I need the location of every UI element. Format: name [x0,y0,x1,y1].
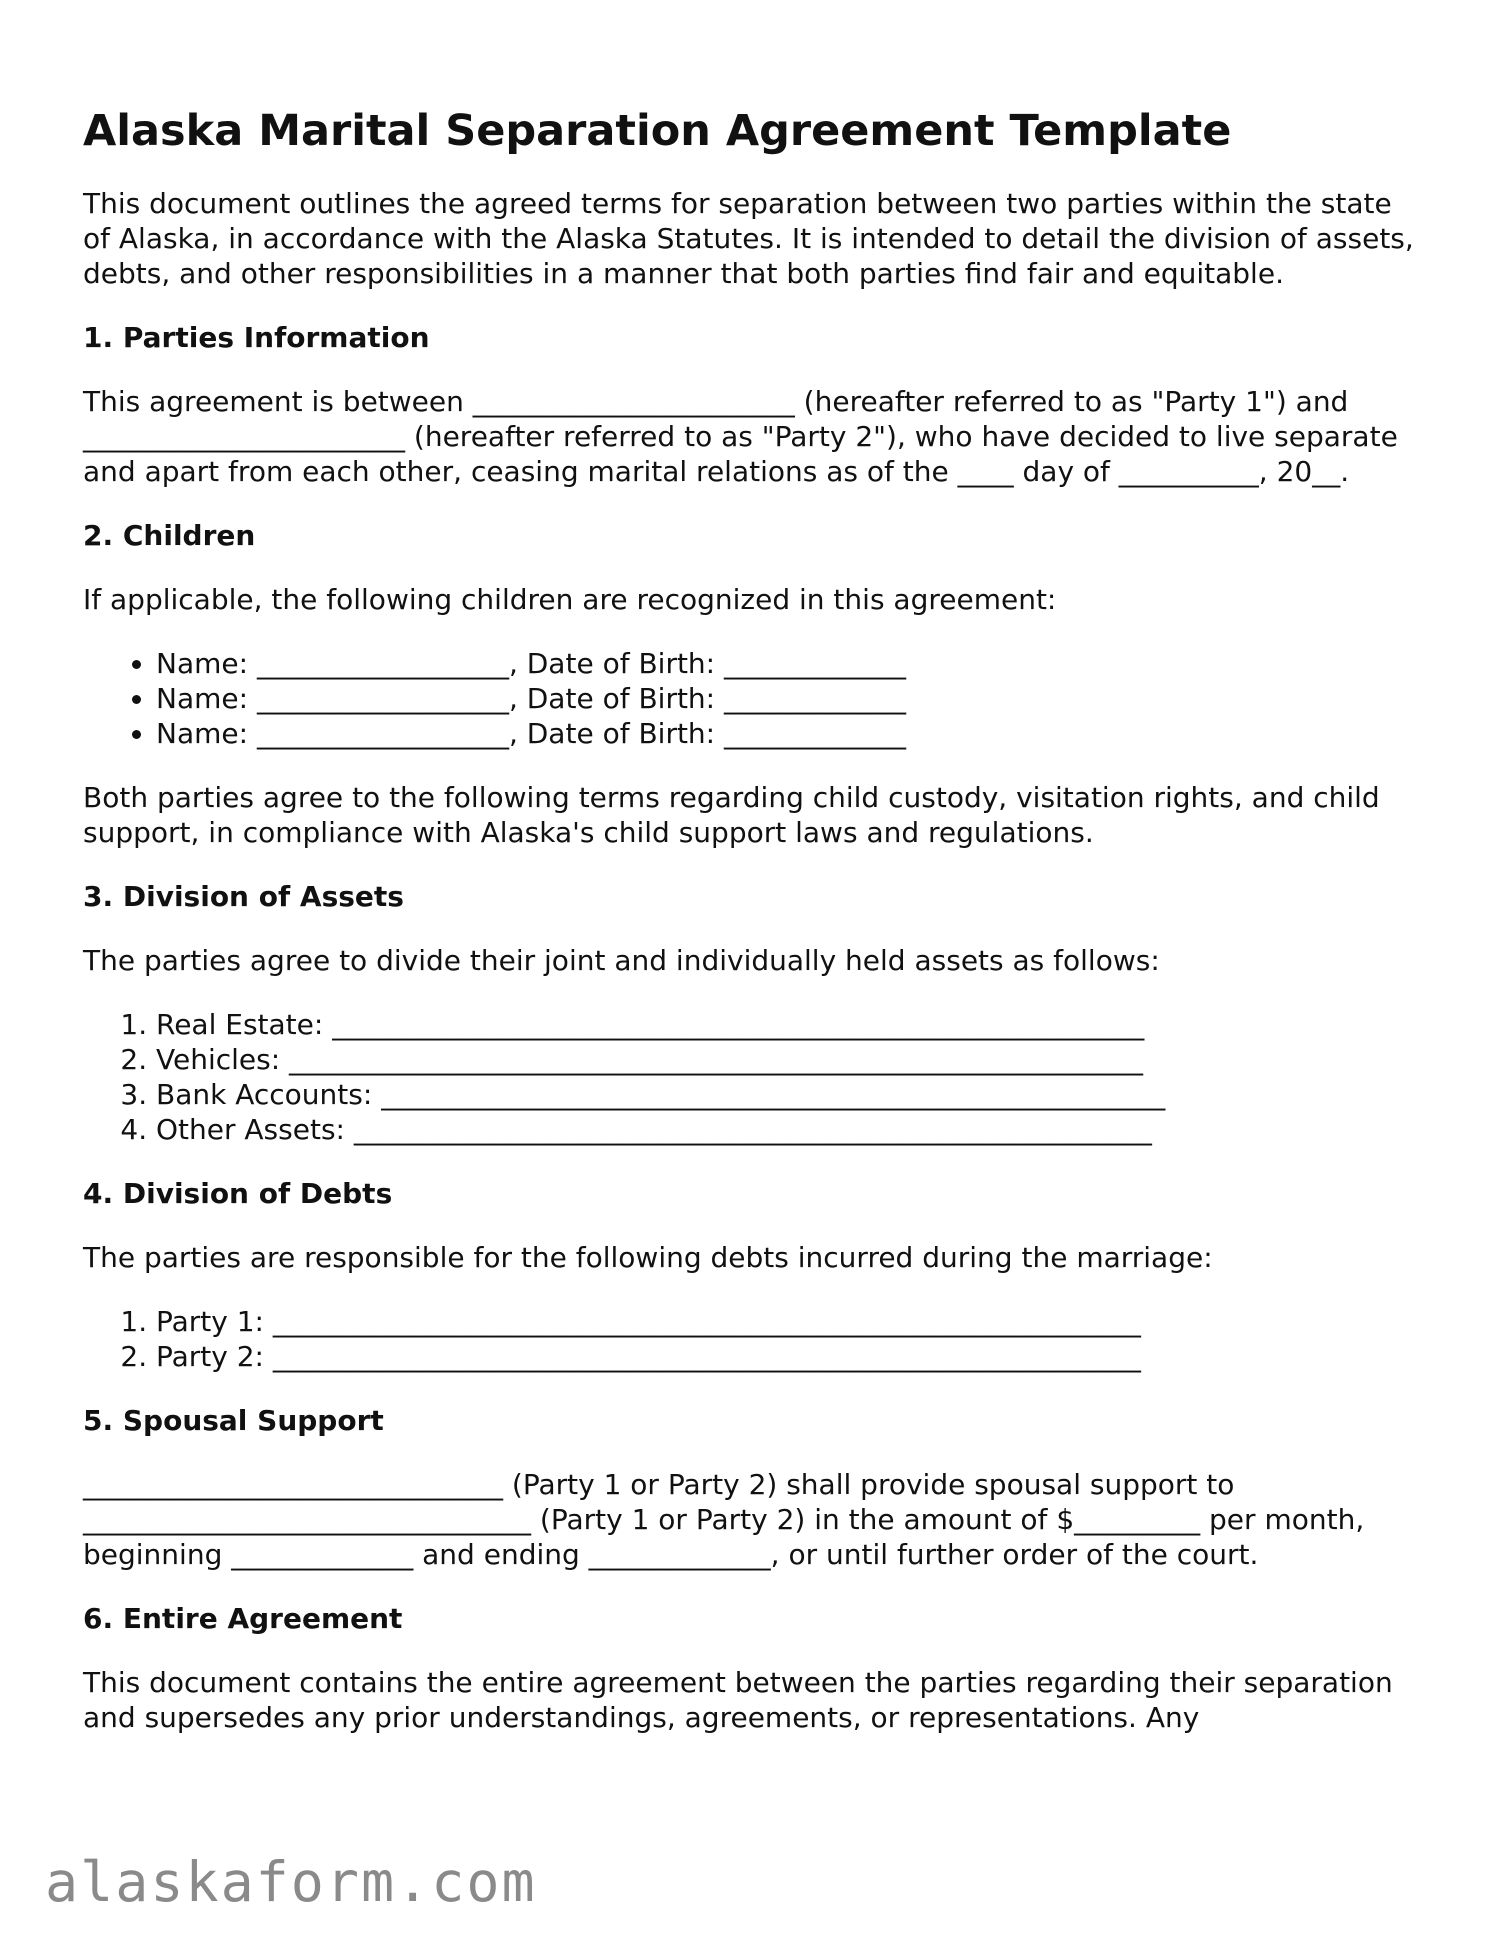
section-heading-assets: 3. Division of Assets [83,880,404,913]
assets-intro: The parties agree to divide their joint and individually held assets as follows: [83,944,1160,977]
list-item: 4. Other Assets: _________________________________________________________ [156,1112,1423,1147]
document-title: Alaska Marital Separation Agreement Template [83,106,1232,156]
support-paragraph: ______________________________ (Party 1 or Party 2) shall provide spousal support to ________________________________ (Party 1 or Party 2) in the amount of $_________ per month, beginning _____________ and ending _____________, or until further order of the court. [83,1468,1365,1571]
list-item: 2. Party 2: ______________________________________________________________ [156,1339,1423,1374]
section-heading-children: 2. Children [83,519,256,552]
list-item: 2. Vehicles: _____________________________________________________________ [156,1042,1423,1077]
assets-list [83,1007,1423,1147]
section-heading-parties: 1. Parties Information [83,321,430,354]
list-item: 3. Bank Accounts: ________________________________________________________ [156,1077,1423,1112]
list-item: 1. Real Estate: __________________________________________________________ [156,1007,1423,1042]
watermark: alaskaform.com [45,1850,537,1914]
list-item: • Name: __________________, Date of Birth: _____________ [156,716,1423,751]
children-intro: If applicable, the following children are recognized in this agreement: [83,583,1057,616]
section-heading-debts: 4. Division of Debts [83,1177,393,1210]
debts-list [83,1304,1423,1374]
parties-paragraph: This agreement is between _______________________ (hereafter referred to as "Party 1") and _______________________ (hereafter referred to as "Party 2"), who have decided to live separate and apart from each other, ceasing marital relations as of the ____ day of __________, 20__. [83,385,1398,488]
document-page [83,100,1423,1764]
section-heading-entire: 6. Entire Agreement [83,1602,403,1635]
section-heading-support: 5. Spousal Support [83,1404,384,1437]
intro-paragraph: This document outlines the agreed terms for separation between two parties within the state of Alaska, in accordance with the Alaska Statutes. It is intended to detail the division of assets, debts, and other responsibilities in a manner that both parties find fair and equitable. [83,187,1414,290]
list-item: 1. Party 1: ______________________________________________________________ [156,1304,1423,1339]
list-item: • Name: __________________, Date of Birth: _____________ [156,646,1423,681]
entire-paragraph: This document contains the entire agreement between the parties regarding their separation and supersedes any prior understandings, agreements, or representations. Any [83,1666,1393,1734]
list-item: • Name: __________________, Date of Birth: _____________ [156,681,1423,716]
children-closing: Both parties agree to the following terms regarding child custody, visitation rights, and child support, in compliance with Alaska's child support laws and regulations. [83,781,1380,849]
debts-intro: The parties are responsible for the following debts incurred during the marriage: [83,1241,1213,1274]
children-list [83,646,1423,751]
